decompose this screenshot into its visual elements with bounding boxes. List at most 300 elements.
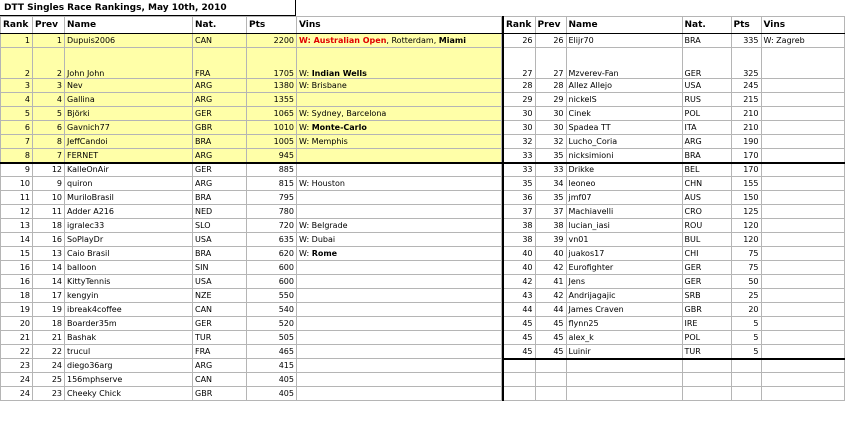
nat-cell[interactable]: RUS bbox=[682, 93, 731, 107]
pts-cell[interactable] bbox=[731, 387, 761, 401]
prev-cell[interactable]: 32 bbox=[535, 135, 566, 149]
nat-cell[interactable]: GER bbox=[193, 317, 247, 331]
pts-cell[interactable]: 210 bbox=[731, 107, 761, 121]
pts-cell[interactable]: 5 bbox=[731, 345, 761, 359]
name-cell[interactable]: Cinek bbox=[566, 107, 682, 121]
pts-cell[interactable] bbox=[731, 373, 761, 387]
name-cell[interactable]: FERNET bbox=[65, 149, 193, 163]
name-cell[interactable]: Lucho_Coria bbox=[566, 135, 682, 149]
rank-cell[interactable]: 38 bbox=[503, 233, 535, 247]
pts-cell[interactable]: 415 bbox=[247, 359, 297, 373]
pts-cell[interactable]: 465 bbox=[247, 345, 297, 359]
rank-cell[interactable]: 35 bbox=[503, 177, 535, 191]
vins-cell[interactable] bbox=[297, 373, 502, 387]
rank-cell[interactable]: 11 bbox=[1, 191, 33, 205]
rank-cell[interactable]: 15 bbox=[1, 247, 33, 261]
nat-cell[interactable]: GER bbox=[193, 107, 247, 121]
pts-cell[interactable]: 635 bbox=[247, 233, 297, 247]
name-cell[interactable]: Dupuis2006 bbox=[65, 34, 193, 48]
pts-cell[interactable]: 75 bbox=[731, 247, 761, 261]
rank-cell[interactable]: 30 bbox=[503, 107, 535, 121]
pts-cell[interactable]: 1380 bbox=[247, 79, 297, 93]
name-cell[interactable]: Allez Allejo bbox=[566, 79, 682, 93]
vins-cell[interactable] bbox=[761, 107, 844, 121]
pts-cell[interactable]: 885 bbox=[247, 163, 297, 177]
rank-cell[interactable]: 43 bbox=[503, 289, 535, 303]
pts-cell[interactable]: 600 bbox=[247, 261, 297, 275]
rank-cell[interactable]: 13 bbox=[1, 219, 33, 233]
name-cell[interactable]: flynn25 bbox=[566, 317, 682, 331]
prev-cell[interactable]: 25 bbox=[33, 373, 65, 387]
vins-cell[interactable] bbox=[761, 247, 844, 261]
pts-cell[interactable]: 1355 bbox=[247, 93, 297, 107]
vins-cell[interactable] bbox=[297, 345, 502, 359]
pts-cell[interactable]: 550 bbox=[247, 289, 297, 303]
prev-cell[interactable]: 14 bbox=[33, 261, 65, 275]
pts-cell[interactable]: 150 bbox=[731, 191, 761, 205]
nat-cell[interactable]: BRA bbox=[193, 135, 247, 149]
vins-cell[interactable] bbox=[297, 359, 502, 373]
rank-cell[interactable]: 3 bbox=[1, 79, 33, 93]
rank-cell[interactable]: 20 bbox=[1, 317, 33, 331]
vins-cell[interactable] bbox=[761, 135, 844, 149]
name-cell[interactable]: Drikke bbox=[566, 163, 682, 177]
name-cell[interactable]: Gavnich77 bbox=[65, 121, 193, 135]
vins-cell[interactable] bbox=[297, 205, 502, 219]
nat-cell[interactable]: BRA bbox=[193, 247, 247, 261]
nat-cell[interactable]: BRA bbox=[682, 34, 731, 48]
name-cell[interactable]: Cheeky Chick bbox=[65, 387, 193, 401]
nat-cell[interactable]: CAN bbox=[193, 34, 247, 48]
nat-cell[interactable]: ARG bbox=[682, 135, 731, 149]
vins-cell[interactable] bbox=[297, 121, 502, 135]
rank-cell[interactable]: 27 bbox=[503, 48, 535, 79]
prev-cell[interactable]: 24 bbox=[33, 359, 65, 373]
pts-cell[interactable]: 215 bbox=[731, 93, 761, 107]
prev-cell[interactable]: 35 bbox=[535, 149, 566, 163]
rank-cell[interactable]: 42 bbox=[503, 275, 535, 289]
name-cell[interactable]: KalleOnAir bbox=[65, 163, 193, 177]
nat-cell[interactable]: GER bbox=[682, 48, 731, 79]
pts-cell[interactable]: 540 bbox=[247, 303, 297, 317]
pts-cell[interactable]: 945 bbox=[247, 149, 297, 163]
prev-cell[interactable]: 45 bbox=[535, 331, 566, 345]
name-cell[interactable]: ibreak4coffee bbox=[65, 303, 193, 317]
vins-cell[interactable] bbox=[297, 219, 502, 233]
nat-cell[interactable]: CHN bbox=[682, 177, 731, 191]
prev-cell[interactable]: 11 bbox=[33, 205, 65, 219]
pts-cell[interactable]: 25 bbox=[731, 289, 761, 303]
rank-cell[interactable]: 30 bbox=[503, 121, 535, 135]
name-cell[interactable]: vn01 bbox=[566, 233, 682, 247]
rank-cell[interactable]: 5 bbox=[1, 107, 33, 121]
vins-cell[interactable] bbox=[297, 48, 502, 79]
prev-cell[interactable]: 41 bbox=[535, 275, 566, 289]
name-cell[interactable]: Elijr70 bbox=[566, 34, 682, 48]
pts-cell[interactable]: 75 bbox=[731, 261, 761, 275]
name-cell[interactable]: Eurofighter bbox=[566, 261, 682, 275]
pts-cell[interactable]: 335 bbox=[731, 34, 761, 48]
prev-cell[interactable]: 44 bbox=[535, 303, 566, 317]
name-cell[interactable]: trucul bbox=[65, 345, 193, 359]
prev-cell[interactable]: 42 bbox=[535, 261, 566, 275]
name-cell[interactable]: Jens bbox=[566, 275, 682, 289]
nat-cell[interactable]: GBR bbox=[193, 387, 247, 401]
name-cell[interactable]: James Craven bbox=[566, 303, 682, 317]
name-cell[interactable] bbox=[566, 359, 682, 373]
prev-cell[interactable]: 39 bbox=[535, 233, 566, 247]
prev-cell[interactable]: 18 bbox=[33, 219, 65, 233]
vins-cell[interactable] bbox=[761, 177, 844, 191]
rank-cell[interactable]: 2 bbox=[1, 48, 33, 79]
name-cell[interactable]: SoPlayDr bbox=[65, 233, 193, 247]
pts-cell[interactable]: 170 bbox=[731, 149, 761, 163]
vins-cell[interactable] bbox=[761, 149, 844, 163]
pts-cell[interactable]: 815 bbox=[247, 177, 297, 191]
name-cell[interactable]: lucian_iasi bbox=[566, 219, 682, 233]
prev-cell[interactable]: 45 bbox=[535, 345, 566, 359]
rank-cell[interactable]: 24 bbox=[1, 373, 33, 387]
prev-cell[interactable] bbox=[535, 387, 566, 401]
prev-cell[interactable]: 8 bbox=[33, 135, 65, 149]
name-cell[interactable]: Mzverev-Fan bbox=[566, 48, 682, 79]
pts-cell[interactable]: 520 bbox=[247, 317, 297, 331]
prev-cell[interactable]: 26 bbox=[535, 34, 566, 48]
vins-cell[interactable] bbox=[297, 387, 502, 401]
header-prev[interactable]: Prev bbox=[535, 17, 566, 34]
prev-cell[interactable]: 34 bbox=[535, 177, 566, 191]
vins-cell[interactable] bbox=[297, 135, 502, 149]
name-cell[interactable]: Andrijagajic bbox=[566, 289, 682, 303]
nat-cell[interactable]: GBR bbox=[682, 303, 731, 317]
header-prev[interactable]: Prev bbox=[33, 17, 65, 34]
rank-cell[interactable]: 14 bbox=[1, 233, 33, 247]
rank-cell[interactable]: 22 bbox=[1, 345, 33, 359]
prev-cell[interactable]: 19 bbox=[33, 303, 65, 317]
name-cell[interactable]: juakos17 bbox=[566, 247, 682, 261]
rank-cell[interactable]: 40 bbox=[503, 261, 535, 275]
prev-cell[interactable]: 2 bbox=[33, 48, 65, 79]
rank-cell[interactable]: 18 bbox=[1, 289, 33, 303]
pts-cell[interactable]: 210 bbox=[731, 121, 761, 135]
rank-cell[interactable]: 33 bbox=[503, 149, 535, 163]
nat-cell[interactable]: CRO bbox=[682, 205, 731, 219]
nat-cell[interactable]: GER bbox=[682, 275, 731, 289]
rank-cell[interactable]: 9 bbox=[1, 163, 33, 177]
nat-cell[interactable]: ARG bbox=[193, 93, 247, 107]
rank-cell[interactable] bbox=[503, 359, 535, 373]
header-rank[interactable]: Rank bbox=[1, 17, 33, 34]
name-cell[interactable]: Machiavelli bbox=[566, 205, 682, 219]
vins-cell[interactable] bbox=[297, 107, 502, 121]
pts-cell[interactable]: 5 bbox=[731, 331, 761, 345]
nat-cell[interactable]: GER bbox=[193, 163, 247, 177]
prev-cell[interactable]: 12 bbox=[33, 163, 65, 177]
name-cell[interactable]: quiron bbox=[65, 177, 193, 191]
pts-cell[interactable]: 1705 bbox=[247, 48, 297, 79]
nat-cell[interactable]: NZE bbox=[193, 289, 247, 303]
vins-cell[interactable] bbox=[761, 219, 844, 233]
pts-cell[interactable]: 600 bbox=[247, 275, 297, 289]
name-cell[interactable]: Luinir bbox=[566, 345, 682, 359]
prev-cell[interactable]: 3 bbox=[33, 79, 65, 93]
nat-cell[interactable]: POL bbox=[682, 331, 731, 345]
pts-cell[interactable]: 1065 bbox=[247, 107, 297, 121]
vins-cell[interactable] bbox=[761, 289, 844, 303]
pts-cell[interactable]: 780 bbox=[247, 205, 297, 219]
prev-cell[interactable]: 37 bbox=[535, 205, 566, 219]
nat-cell[interactable]: ROU bbox=[682, 219, 731, 233]
prev-cell[interactable]: 28 bbox=[535, 79, 566, 93]
prev-cell[interactable]: 6 bbox=[33, 121, 65, 135]
rank-cell[interactable]: 28 bbox=[503, 79, 535, 93]
vins-cell[interactable] bbox=[761, 205, 844, 219]
name-cell[interactable]: Gallina bbox=[65, 93, 193, 107]
rank-cell[interactable]: 44 bbox=[503, 303, 535, 317]
nat-cell[interactable]: GBR bbox=[193, 121, 247, 135]
vins-cell[interactable] bbox=[761, 275, 844, 289]
prev-cell[interactable]: 38 bbox=[535, 219, 566, 233]
prev-cell[interactable]: 14 bbox=[33, 275, 65, 289]
nat-cell[interactable]: GER bbox=[682, 261, 731, 275]
rank-cell[interactable]: 33 bbox=[503, 163, 535, 177]
nat-cell[interactable]: SLO bbox=[193, 219, 247, 233]
nat-cell[interactable]: USA bbox=[193, 275, 247, 289]
pts-cell[interactable]: 120 bbox=[731, 233, 761, 247]
nat-cell[interactable]: BEL bbox=[682, 163, 731, 177]
header-pts[interactable]: Pts bbox=[247, 17, 297, 34]
vins-cell[interactable] bbox=[761, 121, 844, 135]
name-cell[interactable] bbox=[566, 373, 682, 387]
rank-cell[interactable] bbox=[503, 387, 535, 401]
rank-cell[interactable]: 12 bbox=[1, 205, 33, 219]
vins-cell[interactable] bbox=[761, 261, 844, 275]
rank-cell[interactable]: 21 bbox=[1, 331, 33, 345]
nat-cell[interactable]: NED bbox=[193, 205, 247, 219]
vins-cell[interactable] bbox=[761, 34, 844, 48]
vins-cell[interactable] bbox=[761, 233, 844, 247]
nat-cell[interactable]: CAN bbox=[193, 373, 247, 387]
nat-cell[interactable]: ARG bbox=[193, 149, 247, 163]
rank-cell[interactable]: 8 bbox=[1, 149, 33, 163]
rank-cell[interactable]: 4 bbox=[1, 93, 33, 107]
pts-cell[interactable]: 795 bbox=[247, 191, 297, 205]
pts-cell[interactable]: 170 bbox=[731, 163, 761, 177]
vins-cell[interactable] bbox=[297, 79, 502, 93]
rank-cell[interactable]: 23 bbox=[1, 359, 33, 373]
prev-cell[interactable]: 45 bbox=[535, 317, 566, 331]
name-cell[interactable]: Adder A216 bbox=[65, 205, 193, 219]
header-rank[interactable]: Rank bbox=[503, 17, 535, 34]
header-name[interactable]: Name bbox=[65, 17, 193, 34]
header-nat[interactable]: Nat. bbox=[193, 17, 247, 34]
rank-cell[interactable]: 37 bbox=[503, 205, 535, 219]
name-cell[interactable] bbox=[566, 387, 682, 401]
nat-cell[interactable]: SIN bbox=[193, 261, 247, 275]
pts-cell[interactable]: 50 bbox=[731, 275, 761, 289]
vins-cell[interactable] bbox=[297, 93, 502, 107]
prev-cell[interactable] bbox=[535, 373, 566, 387]
nat-cell[interactable]: CAN bbox=[193, 303, 247, 317]
name-cell[interactable]: nicksimioni bbox=[566, 149, 682, 163]
vins-cell[interactable] bbox=[761, 331, 844, 345]
vins-cell[interactable] bbox=[297, 191, 502, 205]
vins-cell[interactable] bbox=[761, 48, 844, 79]
pts-cell[interactable] bbox=[731, 359, 761, 373]
prev-cell[interactable]: 13 bbox=[33, 247, 65, 261]
prev-cell[interactable]: 9 bbox=[33, 177, 65, 191]
name-cell[interactable]: Caio Brasil bbox=[65, 247, 193, 261]
prev-cell[interactable]: 1 bbox=[33, 34, 65, 48]
rank-cell[interactable]: 40 bbox=[503, 247, 535, 261]
vins-cell[interactable] bbox=[297, 177, 502, 191]
name-cell[interactable]: leoneo bbox=[566, 177, 682, 191]
name-cell[interactable]: John John bbox=[65, 48, 193, 79]
pts-cell[interactable]: 405 bbox=[247, 387, 297, 401]
name-cell[interactable]: nickelS bbox=[566, 93, 682, 107]
vins-cell[interactable] bbox=[761, 345, 844, 359]
pts-cell[interactable]: 245 bbox=[731, 79, 761, 93]
prev-cell[interactable]: 5 bbox=[33, 107, 65, 121]
vins-cell[interactable] bbox=[761, 163, 844, 177]
nat-cell[interactable]: POL bbox=[682, 107, 731, 121]
name-cell[interactable]: igralec33 bbox=[65, 219, 193, 233]
nat-cell[interactable]: FRA bbox=[193, 48, 247, 79]
prev-cell[interactable]: 16 bbox=[33, 233, 65, 247]
rank-cell[interactable]: 10 bbox=[1, 177, 33, 191]
vins-cell[interactable] bbox=[761, 303, 844, 317]
vins-cell[interactable] bbox=[297, 233, 502, 247]
prev-cell[interactable]: 35 bbox=[535, 191, 566, 205]
rank-cell[interactable]: 1 bbox=[1, 34, 33, 48]
pts-cell[interactable]: 720 bbox=[247, 219, 297, 233]
vins-cell[interactable] bbox=[297, 275, 502, 289]
name-cell[interactable]: balloon bbox=[65, 261, 193, 275]
header-name[interactable]: Name bbox=[566, 17, 682, 34]
vins-cell[interactable] bbox=[297, 289, 502, 303]
name-cell[interactable]: Nev bbox=[65, 79, 193, 93]
rank-cell[interactable]: 45 bbox=[503, 331, 535, 345]
header-vins[interactable]: Vins bbox=[761, 17, 844, 34]
pts-cell[interactable]: 155 bbox=[731, 177, 761, 191]
vins-cell[interactable] bbox=[297, 149, 502, 163]
vins-cell[interactable] bbox=[761, 387, 844, 401]
rank-cell[interactable]: 32 bbox=[503, 135, 535, 149]
name-cell[interactable]: kengyin bbox=[65, 289, 193, 303]
nat-cell[interactable]: ITA bbox=[682, 121, 731, 135]
prev-cell[interactable]: 4 bbox=[33, 93, 65, 107]
vins-cell[interactable] bbox=[761, 359, 844, 373]
prev-cell[interactable]: 23 bbox=[33, 387, 65, 401]
prev-cell[interactable]: 33 bbox=[535, 163, 566, 177]
pts-cell[interactable]: 1005 bbox=[247, 135, 297, 149]
pts-cell[interactable]: 620 bbox=[247, 247, 297, 261]
prev-cell[interactable]: 30 bbox=[535, 121, 566, 135]
name-cell[interactable]: jmf07 bbox=[566, 191, 682, 205]
pts-cell[interactable]: 125 bbox=[731, 205, 761, 219]
prev-cell[interactable]: 21 bbox=[33, 331, 65, 345]
nat-cell[interactable]: USA bbox=[193, 233, 247, 247]
prev-cell[interactable]: 7 bbox=[33, 149, 65, 163]
name-cell[interactable]: MuriloBrasil bbox=[65, 191, 193, 205]
rank-cell[interactable] bbox=[503, 373, 535, 387]
vins-cell[interactable] bbox=[297, 317, 502, 331]
nat-cell[interactable]: FRA bbox=[193, 345, 247, 359]
nat-cell[interactable]: BRA bbox=[682, 149, 731, 163]
pts-cell[interactable]: 5 bbox=[731, 317, 761, 331]
vins-cell[interactable] bbox=[761, 191, 844, 205]
header-vins[interactable]: Vins bbox=[297, 17, 502, 34]
vins-cell[interactable] bbox=[297, 331, 502, 345]
pts-cell[interactable]: 20 bbox=[731, 303, 761, 317]
nat-cell[interactable]: TUR bbox=[682, 345, 731, 359]
rank-cell[interactable]: 26 bbox=[503, 34, 535, 48]
pts-cell[interactable]: 120 bbox=[731, 219, 761, 233]
rank-cell[interactable]: 19 bbox=[1, 303, 33, 317]
rank-cell[interactable]: 45 bbox=[503, 317, 535, 331]
pts-cell[interactable]: 1010 bbox=[247, 121, 297, 135]
nat-cell[interactable]: ARG bbox=[193, 177, 247, 191]
prev-cell[interactable]: 40 bbox=[535, 247, 566, 261]
prev-cell[interactable]: 27 bbox=[535, 48, 566, 79]
nat-cell[interactable]: BRA bbox=[193, 191, 247, 205]
vins-cell[interactable] bbox=[297, 163, 502, 177]
nat-cell[interactable] bbox=[682, 387, 731, 401]
pts-cell[interactable]: 190 bbox=[731, 135, 761, 149]
pts-cell[interactable]: 325 bbox=[731, 48, 761, 79]
name-cell[interactable]: Bashak bbox=[65, 331, 193, 345]
prev-cell[interactable] bbox=[535, 359, 566, 373]
vins-cell[interactable] bbox=[297, 34, 502, 48]
vins-cell[interactable] bbox=[297, 247, 502, 261]
prev-cell[interactable]: 30 bbox=[535, 107, 566, 121]
nat-cell[interactable]: USA bbox=[682, 79, 731, 93]
nat-cell[interactable] bbox=[682, 373, 731, 387]
rank-cell[interactable]: 7 bbox=[1, 135, 33, 149]
pts-cell[interactable]: 505 bbox=[247, 331, 297, 345]
name-cell[interactable]: diego36arg bbox=[65, 359, 193, 373]
nat-cell[interactable]: TUR bbox=[193, 331, 247, 345]
vins-cell[interactable] bbox=[297, 303, 502, 317]
name-cell[interactable]: Spadea TT bbox=[566, 121, 682, 135]
nat-cell[interactable]: AUS bbox=[682, 191, 731, 205]
rank-cell[interactable]: 36 bbox=[503, 191, 535, 205]
rank-cell[interactable]: 29 bbox=[503, 93, 535, 107]
name-cell[interactable]: Björki bbox=[65, 107, 193, 121]
rank-cell[interactable]: 24 bbox=[1, 387, 33, 401]
vins-cell[interactable] bbox=[761, 79, 844, 93]
prev-cell[interactable]: 10 bbox=[33, 191, 65, 205]
rank-cell[interactable]: 6 bbox=[1, 121, 33, 135]
nat-cell[interactable]: IRE bbox=[682, 317, 731, 331]
rank-cell[interactable]: 16 bbox=[1, 261, 33, 275]
rank-cell[interactable]: 38 bbox=[503, 219, 535, 233]
rank-cell[interactable]: 45 bbox=[503, 345, 535, 359]
name-cell[interactable]: alex_k bbox=[566, 331, 682, 345]
nat-cell[interactable]: ARG bbox=[193, 359, 247, 373]
name-cell[interactable]: KittyTennis bbox=[65, 275, 193, 289]
vins-cell[interactable] bbox=[761, 93, 844, 107]
pts-cell[interactable]: 2200 bbox=[247, 34, 297, 48]
header-pts[interactable]: Pts bbox=[731, 17, 761, 34]
name-cell[interactable]: JeffCandoi bbox=[65, 135, 193, 149]
nat-cell[interactable]: CHI bbox=[682, 247, 731, 261]
prev-cell[interactable]: 42 bbox=[535, 289, 566, 303]
name-cell[interactable]: 156mphserve bbox=[65, 373, 193, 387]
pts-cell[interactable]: 405 bbox=[247, 373, 297, 387]
prev-cell[interactable]: 29 bbox=[535, 93, 566, 107]
vins-cell[interactable] bbox=[761, 317, 844, 331]
